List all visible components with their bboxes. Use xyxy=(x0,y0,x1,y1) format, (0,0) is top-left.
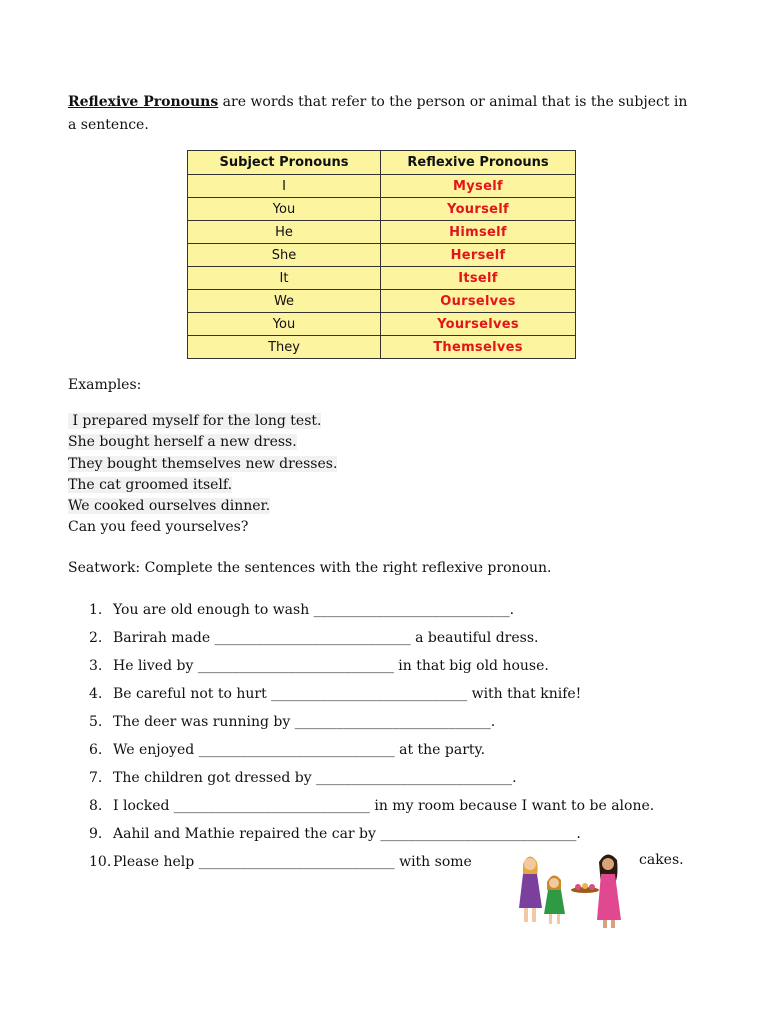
header-subject-pronouns: Subject Pronouns xyxy=(188,151,381,175)
table-row xyxy=(188,267,576,290)
examples-list xyxy=(68,411,337,539)
example-sentence xyxy=(68,517,337,538)
example-sentence xyxy=(68,432,337,453)
reflexive-cell: Themselves xyxy=(381,336,576,359)
child-middle-figure xyxy=(544,875,565,924)
exercise-text: The children got dressed by ____________________________. xyxy=(113,770,517,786)
exercise-text: I locked ____________________________ in my room because I want to be alone. xyxy=(113,798,655,814)
subject-cell: It xyxy=(188,267,381,290)
intro-text: are words that refer to the person or animal that is the subject in a sentence. xyxy=(68,94,688,133)
term-heading: Reflexive Pronouns xyxy=(68,94,219,110)
exercise-item xyxy=(89,598,654,626)
reflexive-cell: Herself xyxy=(381,244,576,267)
reflexive-cell: Myself xyxy=(381,175,576,198)
exercise-text: We enjoyed ____________________________ at the party. xyxy=(113,742,486,758)
exercise-text: Aahil and Mathie repaired the car by ____________________________. xyxy=(113,826,581,842)
reflexive-cell: Itself xyxy=(381,267,576,290)
girl-right-figure xyxy=(597,854,621,928)
example-text: The cat groomed itself. xyxy=(68,476,233,493)
table-row xyxy=(188,198,576,221)
exercise-text: Please help ____________________________ with some xyxy=(113,854,472,870)
table-row xyxy=(188,336,576,359)
reflexive-cell: Yourself xyxy=(381,198,576,221)
example-text: She bought herself a new dress. xyxy=(68,434,297,451)
exercise-number: 8. xyxy=(89,798,103,814)
cake-tray-icon xyxy=(571,883,599,893)
subject-cell: They xyxy=(188,336,381,359)
subject-cell: You xyxy=(188,198,381,221)
exercise-number: 10. xyxy=(89,854,112,870)
reflexive-cell: Himself xyxy=(381,221,576,244)
table-header-row xyxy=(188,151,576,175)
examples-label: Examples: xyxy=(68,377,142,393)
table-row xyxy=(188,244,576,267)
exercise-number: 4. xyxy=(89,686,103,702)
subject-cell: We xyxy=(188,290,381,313)
table-row xyxy=(188,313,576,336)
exercise-number: 3. xyxy=(89,658,103,674)
exercise-text: Barirah made ____________________________ a beautiful dress. xyxy=(113,630,539,646)
exercise-number: 2. xyxy=(89,630,103,646)
exercise-text: Be careful not to hurt ____________________________ with that knife! xyxy=(113,686,582,702)
exercise-item xyxy=(89,738,654,766)
table-row xyxy=(188,175,576,198)
example-text: They bought themselves new dresses. xyxy=(68,455,338,472)
intro-paragraph xyxy=(68,91,688,137)
exercise-number: 9. xyxy=(89,826,103,842)
exercise-item xyxy=(89,682,654,710)
exercise-text: He lived by ____________________________ in that big old house. xyxy=(113,658,549,674)
pronoun-table xyxy=(187,150,576,359)
subject-cell: I xyxy=(188,175,381,198)
header-reflexive-pronouns: Reflexive Pronouns xyxy=(381,151,576,175)
example-text: I prepared myself for the long test. xyxy=(68,413,322,429)
exercise-number: 5. xyxy=(89,714,103,730)
example-sentence xyxy=(68,454,337,475)
girl-left-figure xyxy=(519,856,542,922)
exercise-text: The deer was running by ____________________________. xyxy=(113,714,496,730)
children-with-cake-illustration xyxy=(515,850,635,930)
exercise-item xyxy=(89,710,654,738)
exercise-item xyxy=(89,822,654,850)
table-row xyxy=(188,221,576,244)
exercise-number: 6. xyxy=(89,742,103,758)
exercise-item xyxy=(89,654,654,682)
table-row xyxy=(188,290,576,313)
seatwork-list xyxy=(89,598,654,878)
example-sentence xyxy=(68,475,337,496)
subject-cell: You xyxy=(188,313,381,336)
example-sentence xyxy=(68,411,337,432)
example-text: Can you feed yourselves? xyxy=(68,519,249,536)
exercise-number: 7. xyxy=(89,770,103,786)
exercise-item xyxy=(89,794,654,822)
exercise-10-last-word: cakes. xyxy=(639,852,684,868)
reflexive-cell: Yourselves xyxy=(381,313,576,336)
seatwork-instructions: Seatwork: Complete the sentences with the right reflexive pronoun. xyxy=(68,560,552,576)
exercise-item xyxy=(89,626,654,654)
reflexive-cell: Ourselves xyxy=(381,290,576,313)
example-text: We cooked ourselves dinner. xyxy=(68,498,271,515)
exercise-item xyxy=(89,766,654,794)
subject-cell: She xyxy=(188,244,381,267)
subject-cell: He xyxy=(188,221,381,244)
exercise-text: You are old enough to wash ____________________________. xyxy=(113,602,515,618)
example-sentence xyxy=(68,496,337,517)
exercise-number: 1. xyxy=(89,602,103,618)
